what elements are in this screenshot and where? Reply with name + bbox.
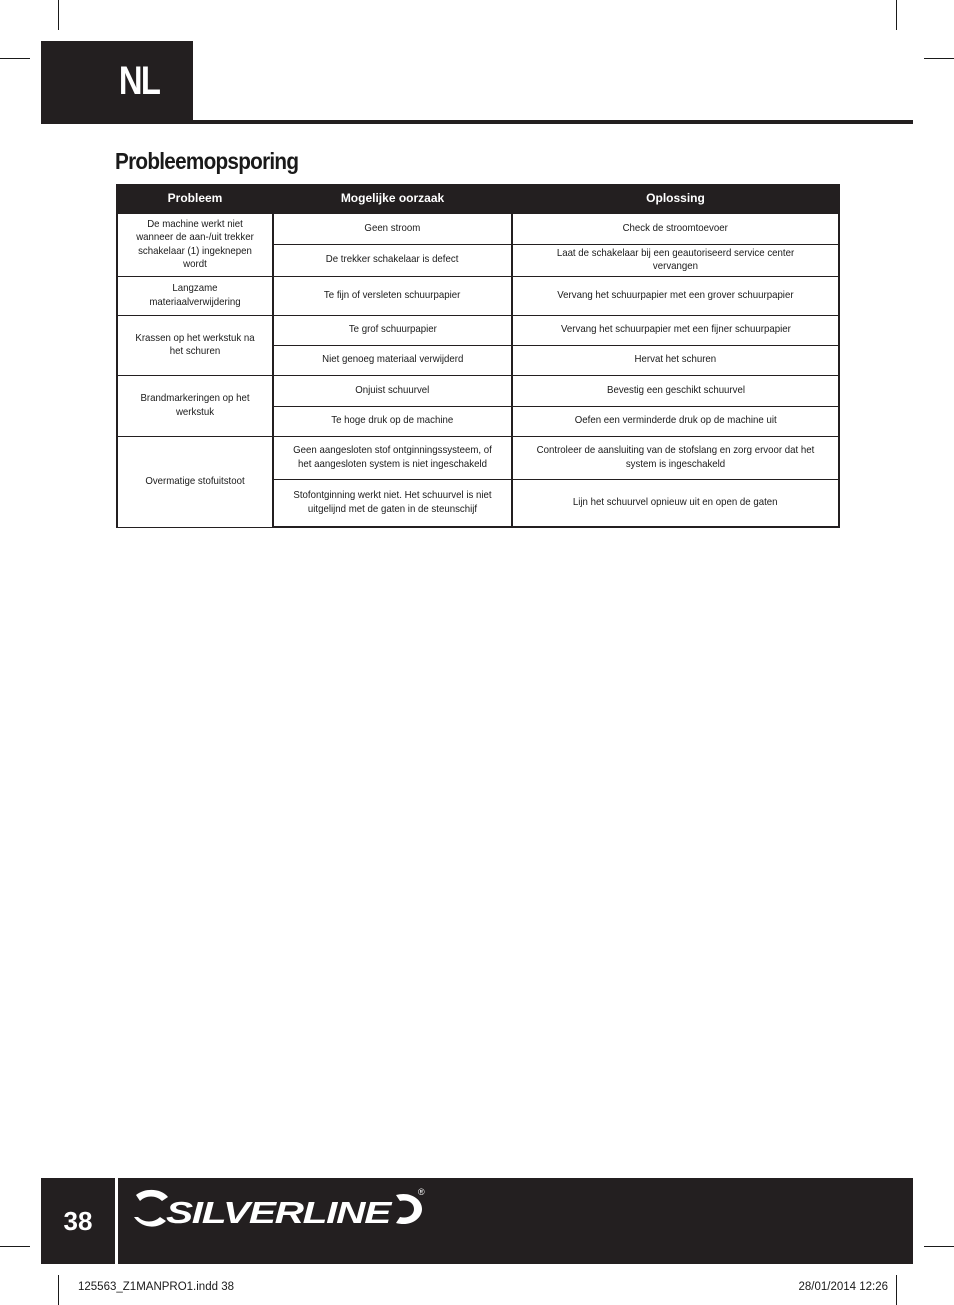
- cause-text: Stofontginning werkt niet. Het schuurvel is niet uitgelijnd met de gaten in de steunschijf: [293, 489, 492, 515]
- silverline-logo: [128, 1183, 428, 1239]
- crop-mark: [58, 1275, 59, 1305]
- cause-cell: [273, 213, 512, 244]
- cause-text: Geen aangesloten stof ontginningssysteem, of het aangesloten system is niet ingeschakeld: [293, 444, 492, 470]
- solution-cell: [512, 436, 839, 479]
- solution-cell: [512, 345, 839, 375]
- cause-text: Onjuist schuurvel: [355, 383, 430, 396]
- cause-cell: [273, 436, 512, 479]
- cause-text: Niet genoeg materiaal verwijderd: [321, 353, 464, 366]
- footer-divider: [115, 1178, 118, 1264]
- cause-cell: [273, 479, 512, 527]
- problem-cell: [117, 276, 273, 315]
- table-row: [117, 213, 839, 244]
- solution-cell: [512, 375, 839, 406]
- troubleshooting-table: [116, 184, 840, 528]
- solution-cell: [512, 244, 839, 276]
- cause-text: Te fijn of versleten schuurpapier: [324, 288, 461, 301]
- problem-cell: [117, 213, 273, 276]
- solution-cell: [512, 406, 839, 436]
- spanner-left-icon: [136, 1190, 168, 1201]
- registered-mark: ®: [418, 1187, 425, 1197]
- solution-cell: [512, 479, 839, 527]
- header-rule: [41, 120, 913, 124]
- solution-text: Bevestig een geschikt schuurvel: [606, 383, 745, 396]
- problem-text: Langzame materiaalverwijdering: [149, 282, 241, 308]
- solution-text: Oefen een verminderde druk op de machine uit: [574, 414, 777, 427]
- cause-text: Geen stroom: [364, 222, 421, 234]
- solution-text: Vervang het schuurpapier met een grover schuurpapier: [557, 288, 794, 301]
- slug-datetime: 28/01/2014 12:26: [798, 1281, 888, 1293]
- language-tab: NL: [41, 41, 193, 122]
- crop-mark: [896, 1275, 897, 1305]
- spanner-right-icon: [396, 1194, 422, 1224]
- page-number: 38: [63, 1205, 93, 1236]
- column-header-solution: Oplossing: [512, 185, 839, 213]
- solution-cell: [512, 213, 839, 244]
- table-row: [117, 315, 839, 345]
- page-title: Probleemopsporing: [115, 148, 299, 174]
- cause-cell: [273, 406, 512, 436]
- cause-text: De trekker schakelaar is defect: [326, 253, 459, 266]
- problem-cell: [117, 436, 273, 527]
- crop-mark: [924, 1246, 954, 1247]
- crop-mark: [0, 58, 30, 59]
- table-row: [117, 436, 839, 479]
- cause-cell: [273, 276, 512, 315]
- solution-cell: [512, 276, 839, 315]
- solution-text: Controleer de aansluiting van de stofslang en zorg ervoor dat het system is ingeschakeld: [536, 444, 815, 470]
- problem-text: Krassen op het werkstuk na het schuren: [135, 331, 255, 357]
- solution-text: Check de stroomtoevoer: [622, 222, 729, 234]
- crop-mark: [0, 1246, 30, 1247]
- cause-cell: [273, 375, 512, 406]
- solution-text: Laat de schakelaar bij een geautoriseerd service center vervangen: [556, 246, 795, 272]
- solution-cell: [512, 315, 839, 345]
- crop-mark: [58, 0, 59, 30]
- cause-text: Te grof schuurpapier: [348, 323, 437, 336]
- brand-wordmark: SILVERLINE: [166, 1195, 394, 1230]
- table-header-row: [117, 185, 839, 213]
- slug-file: 125563_Z1MANPRO1.indd 38: [78, 1281, 234, 1293]
- problem-cell: [117, 315, 273, 375]
- problem-text: Overmatige stofuitstoot: [145, 474, 245, 487]
- crop-mark: [924, 58, 954, 59]
- cause-cell: [273, 345, 512, 375]
- solution-text: Vervang het schuurpapier met een fijner schuurpapier: [560, 323, 791, 336]
- problem-cell: [117, 375, 273, 436]
- solution-text: Hervat het schuren: [634, 353, 717, 366]
- cause-cell: [273, 244, 512, 276]
- problem-text: De machine werkt niet wanneer de aan-/uit trekker schakelaar (1) ingeknepen wordt: [136, 217, 254, 271]
- table-row: [117, 375, 839, 406]
- column-header-problem: Probleem: [117, 185, 273, 213]
- cause-cell: [273, 315, 512, 345]
- cause-text: Te hoge druk op de machine: [331, 414, 454, 427]
- solution-text: Lijn het schuurvel opnieuw uit en open de gaten: [573, 496, 778, 508]
- table-row: [117, 276, 839, 315]
- crop-mark: [896, 0, 897, 30]
- problem-text: Brandmarkeringen op het werkstuk: [140, 392, 250, 418]
- column-header-cause: Mogelijke oorzaak: [273, 185, 512, 213]
